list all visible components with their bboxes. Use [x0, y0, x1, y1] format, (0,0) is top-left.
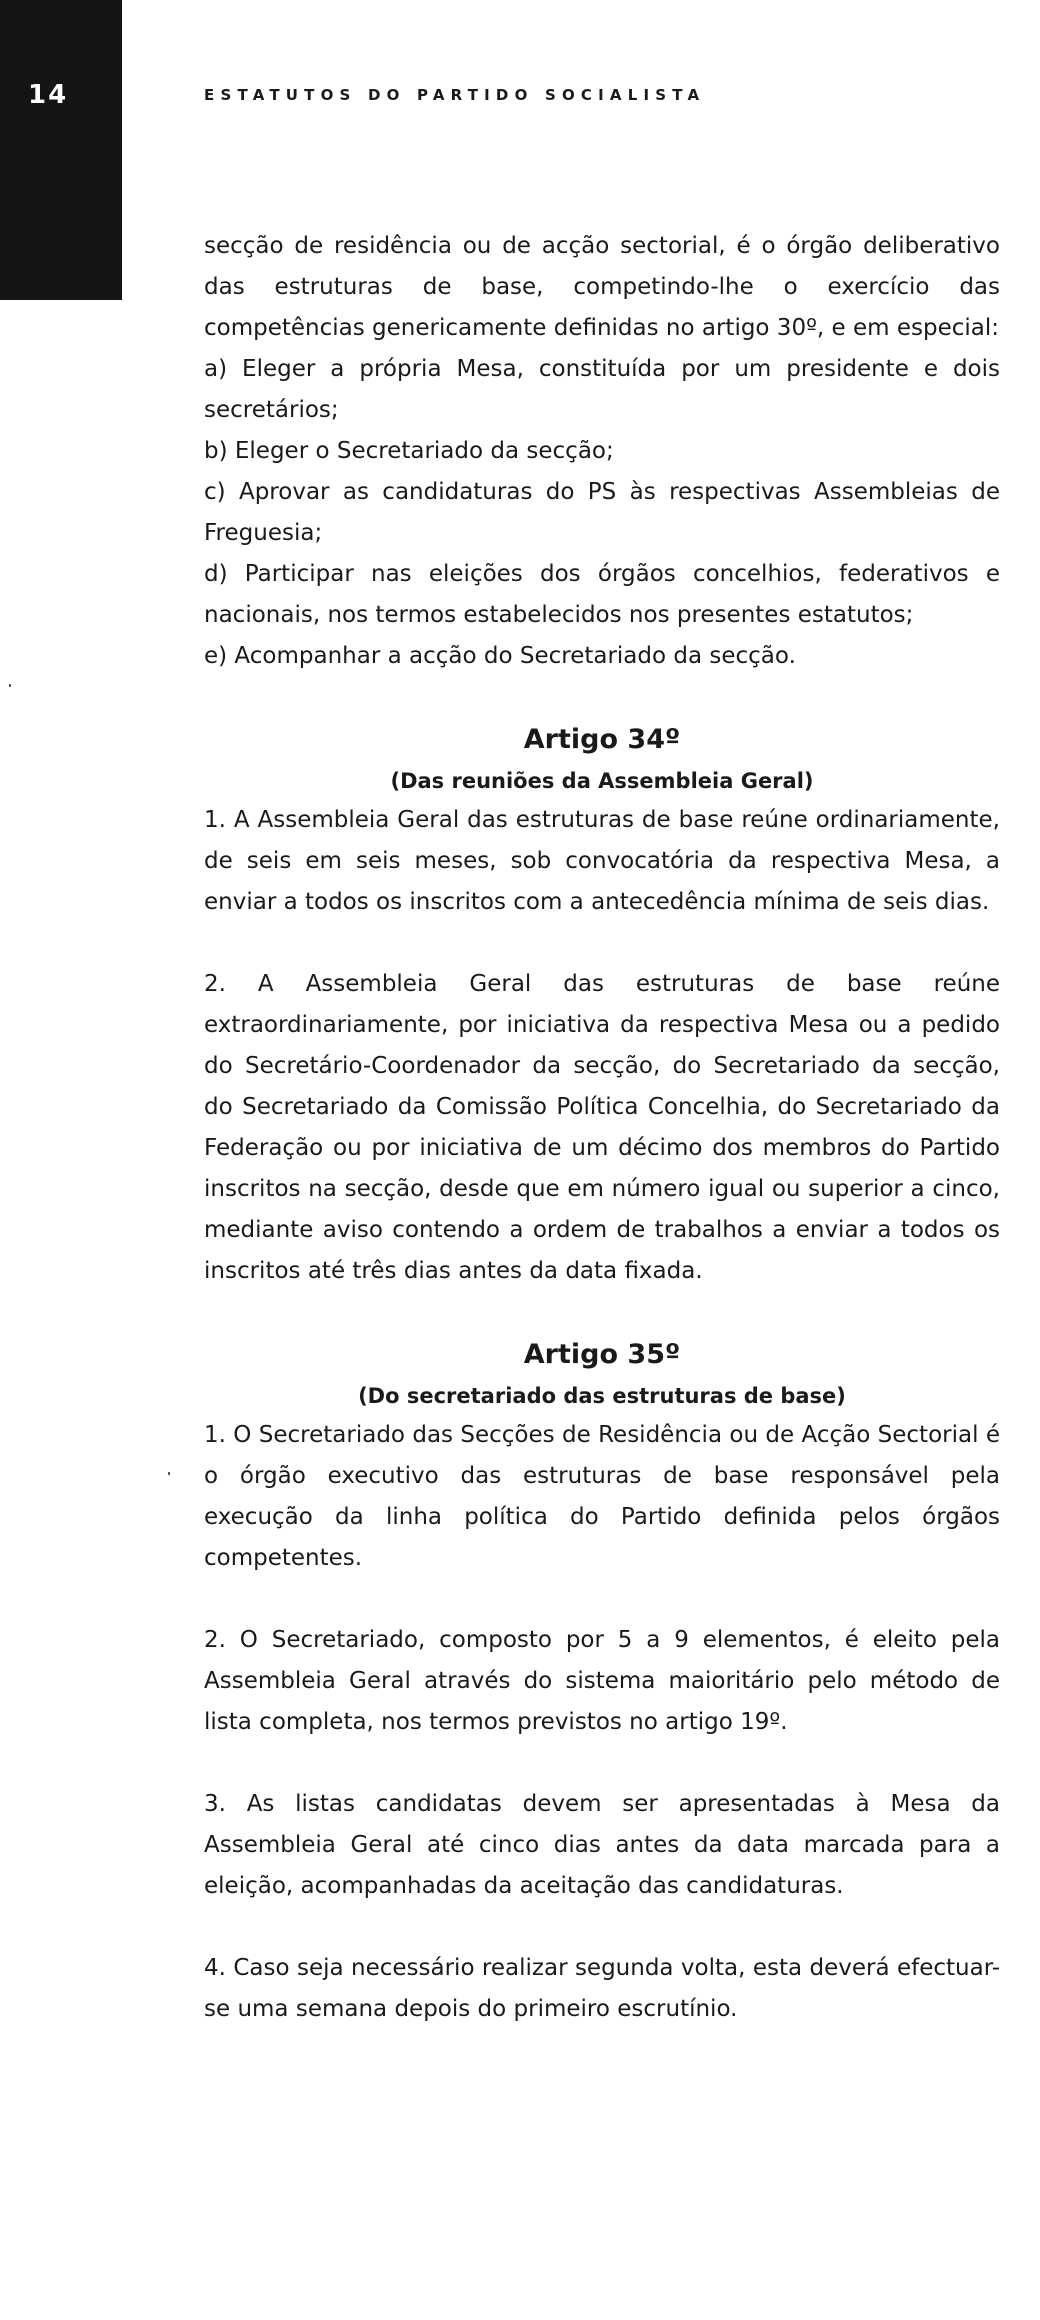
list-item-c: c) Aprovar as candidaturas do PS às respectivas Assembleias de Freguesia; — [204, 479, 1000, 546]
article-35-paragraph-2: 2. O Secretariado, composto por 5 a 9 elementos, é eleito pela Assembleia Geral através do sistema maioritário pelo método de lista completa, nos termos previstos no artigo 19º. — [204, 1627, 1000, 1735]
list-item-e: e) Acompanhar a acção do Secretariado da secção. — [204, 643, 796, 669]
article-35-subtitle: (Do secretariado das estruturas de base) — [358, 1384, 846, 1408]
list-item-a: a) Eleger a própria Mesa, constituída por um presidente e dois secretários; — [204, 356, 1000, 423]
article-35-heading — [204, 1333, 1000, 1415]
article-35-paragraph-1: 1. O Secretariado das Secções de Residência ou de Acção Sectorial é o órgão executivo das estruturas de base responsável pela execução da linha política do Partido definida pelos órgãos competentes. — [204, 1422, 1000, 1571]
article-34-heading — [204, 718, 1000, 800]
page-number-tab — [0, 0, 122, 300]
article-35-paragraph-4: 4. Caso seja necessário realizar segunda volta, esta deverá efectuar-se uma semana depois do primeiro escrutínio. — [204, 1955, 1000, 2022]
intro-paragraph: secção de residência ou de acção sectorial, é o órgão deliberativo das estruturas de base, competindo-lhe o exercício das competências genericamente definidas no artigo 30º, e em especial: — [204, 233, 1000, 341]
list-item-d: d) Participar nas eleições dos órgãos concelhios, federativos e nacionais, nos termos estabelecidos nos presentes estatutos; — [204, 561, 1000, 628]
article-35-title: Artigo 35º — [523, 1339, 681, 1370]
running-header: ESTATUTOS DO PARTIDO SOCIALISTA — [204, 86, 706, 104]
scan-speck — [168, 1472, 170, 1475]
document-body — [204, 226, 1000, 2030]
article-34-title: Artigo 34º — [523, 724, 681, 755]
scan-speck — [9, 684, 11, 687]
article-34-paragraph-1: 1. A Assembleia Geral das estruturas de base reúne ordinariamente, de seis em seis meses, sob convocatória da respectiva Mesa, a enviar a todos os inscritos com a antecedência mínima de seis dias. — [204, 807, 1000, 915]
list-item-b: b) Eleger o Secretariado da secção; — [204, 438, 614, 464]
article-35-paragraph-3: 3. As listas candidatas devem ser apresentadas à Mesa da Assembleia Geral até cinco dias antes da data marcada para a eleição, acompanhadas da aceitação das candidaturas. — [204, 1791, 1000, 1899]
article-34-paragraph-2: 2. A Assembleia Geral das estruturas de base reúne extraordinariamente, por iniciativa da respectiva Mesa ou a pedido do Secretário-Coordenador da secção, do Secretariado da secção, do Secretariado da Comissão Política Concelhia, do Secretariado da Federação ou por iniciativa de um décimo dos membros do Partido inscritos na secção, desde que em número igual ou superior a cinco, mediante aviso contendo a ordem de trabalhos a enviar a todos os inscritos até três dias antes da data fixada. — [204, 971, 1000, 1284]
article-34-subtitle: (Das reuniões da Assembleia Geral) — [390, 769, 814, 793]
page-number: 14 — [28, 80, 69, 110]
